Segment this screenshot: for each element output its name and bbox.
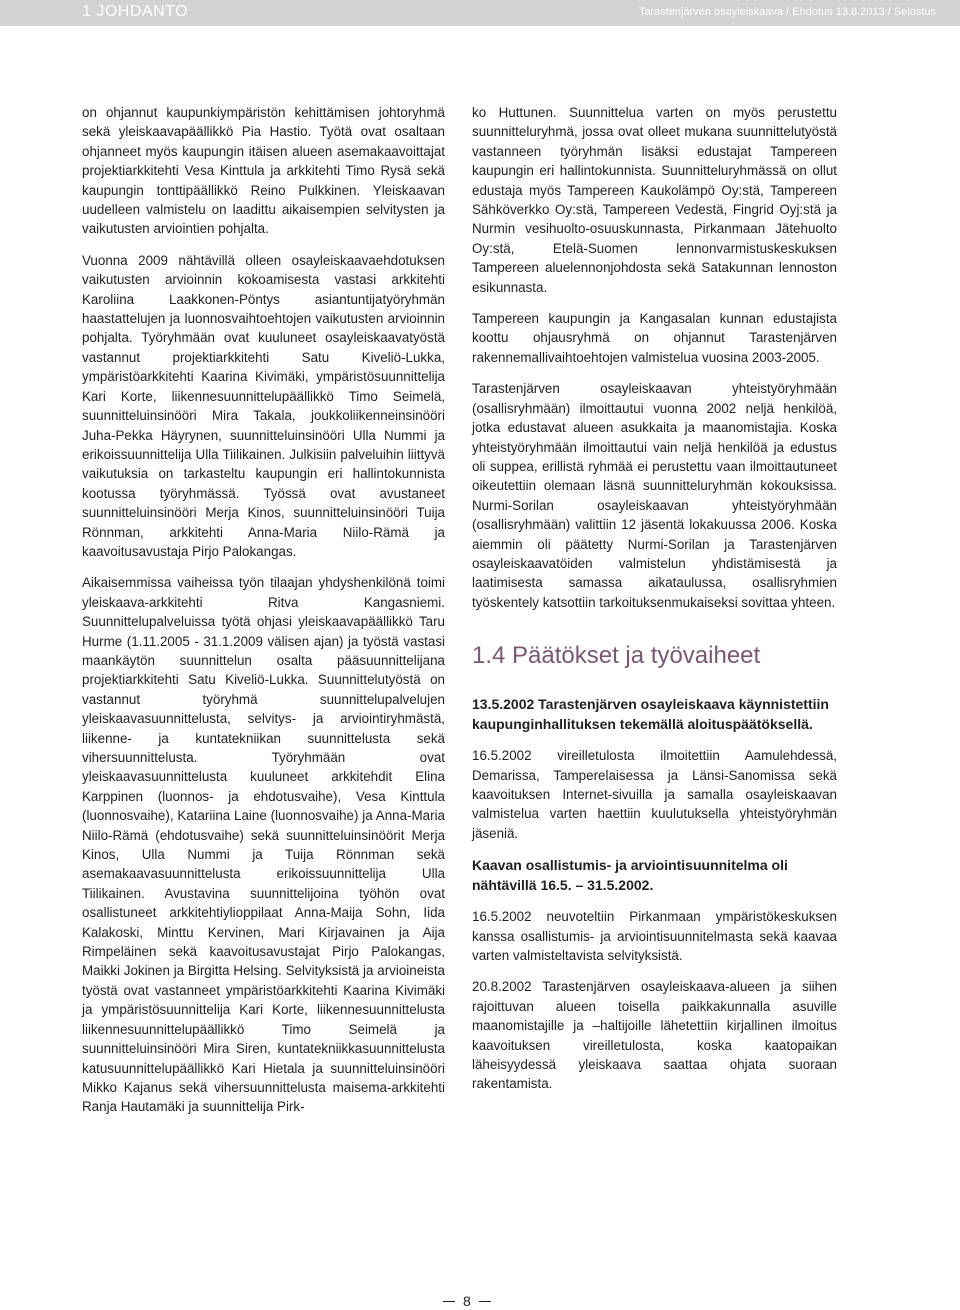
left-column xyxy=(82,103,445,1129)
chapter-label: 1 JOHDANTO xyxy=(82,3,189,20)
page-footer xyxy=(443,1293,491,1309)
right-column xyxy=(472,103,837,1106)
paragraph: Aikaisemmissa vaiheissa työn tilaajan yhdyshenkilönä toimi yleiskaava-arkkitehti Ritva Kangasniemi. Suunnittelupalveluissa työtä ohjasi yleiskaavapäällikkö Taru Hurme (1.11.2005 - 31.1.2009 välisen ajan) ja työstä vastasi maankäytön suunnittelun osalta pääsuunnittelijana projektiarkkitehti Satu Kiveliö-Lukka. Suunnittelutyöstä on vastannut työryhmä suunnittelupalvelujen yleiskaavasuunnittelusta, selvitys- ja arviointiryhmästä, liikenne- ja kuntatekniikan suunnittelusta sekä vihersuunnittelusta. Työryhmään ovat yleiskaavasuunnittelusta kuuluneet arkkitehdit Elina Karppinen (luonnos- ja ehdotusvaihe), Vesa Kinttula (luonnosvaihe), Katariina Laine (luonnosvaihe) ja Anna-Maria Niilo-Rämä (ehdotusvaihe) sekä suunnitteluinsinöörit Merja Kinos, Ulla Nummi ja Tuija Rönnman sekä asemakaavasuunnittelusta erikoissuunnittelija Ulla Tiilikainen. Avustavina suunnittelijoina työhön ovat osallistuneet arkkitehtiylioppilaat Anna-Maija Sohn, Iida Kalakoski, Minttu Kervinen, Mari Kirjavainen ja Aija Rimpeläinen sekä kaavoitusavustajat Pirjo Palokangas, Maikki Jokinen ja Birgitta Helsing. Selvityksistä ja arvioineista työstä ovat vastanneet ympäristöarkkitehti Kaarina Kivimäki ja ympäristösuunnittelija Kari Korte, liikennesuunnittelusta liikennesuunnittelupäällikkö Timo Seimelä ja suunnitteluinsinööri Mira Siren, kuntatekniikkasuunnittelusta katusuunnittelupäällikkö Kari Hietala ja suunnitteluinsinööri Mikko Kajanus sekä vihersuunnittelusta maisema-arkkitehti Ranja Hautamäki ja suunnittelija Pirk- xyxy=(82,575,445,1115)
paragraph: Vuonna 2009 nähtävillä olleen osayleiskaavaehdotuksen vaikutusten arvioinnin kokoamisesta vastasi arkkitehti Karoliina Laakkonen-Pöntys asiantuntijatyöryhmän haastattelujen ja luonnosvaihtoehtojen vaikutusten arvioinnin pohjalta. Työryhmään ovat kuuluneet osayleiskaavatyöstä vastannut projektiarkkitehti Satu Kiveliö-Lukka, ympäristöarkkitehti Kaarina Kivimäki, ympäristösuunnittelija Kari Korte, liikennesuunnittelupäällikkö Timo Seimelä, suunnitteluinsinööri Mira Takala, joukkoliikenneinsinööri Juha-Pekka Häyrynen, suunnitteluinsinööri Ulla Nummi ja erikoissuunnittelija Ulla Tiilikainen. Julkisiin palveluihin liittyvä vaikutuksia on tarkasteltu kaupungin eri hallintokunnista kootussa työryhmässä. Työssä ovat avustaneet suunnitteluinsinööri Merja Kinos, suunnitteluinsinööri Tuija Rönnman, arkkitehti Anna-Maria Niilo-Rämä ja kaavoitusavustaja Pirjo Palokangas. xyxy=(82,252,445,559)
subheading: Kaavan osallistumis- ja arviointisuunnitelma oli nähtävillä 16.5. – 31.5.2002. xyxy=(472,857,788,894)
footer-rule-right xyxy=(479,1301,491,1302)
footer-rule-left xyxy=(443,1301,455,1302)
paragraph: ko Huttunen. Suunnittelua varten on myös perustettu suunnitteluryhmä, jossa ovat olleet mukana suunnittelutyöstä vastanneen työryhmän lisäksi edustajat Tampereen kaupungin eri hallintokunnista. Suunnitteluryhmässä on ollut edustaja myös Tampereen Kaukolämpö Oy:stä, Tampereen Sähköverkko Oy:stä, Tampereen Vedestä, Fingrid Oyj:stä ja Nurmin vesihuolto-osuuskunnasta, Pirkanmaan Jätehuolto Oy:stä, Etelä-Suomen lennonvarmistuskeskuksen Tampereen aluelennonjohdosta sekä Satakunnan lennoston esikunnasta. xyxy=(472,105,837,295)
header-bar xyxy=(0,0,960,26)
section-heading: 1.4 Päätökset ja työvaiheet xyxy=(472,642,761,670)
paragraph: Tarastenjärven osayleiskaavan yhteistyöryhmään (osallisryhmään) ilmoittautui vuonna 2002 neljä henkilöä, jotka edustavat alueen asukkaita ja maanomistajia. Koska yhteistyöryhmään ilmoittautui vain neljä henkilöä ja edustus oli suppea, erillistä ryhmää ei perustettu vaan ilmoittautuneet oikeutettiin olemaan läsnä suunnitteluryhmän kokouksissa. Nurmi-Sorilan osayleiskaavan yhteistyöryhmään (osallisryhmään) valittiin 12 jäsentä lokakuussa 2006. Koska aiemmin oli päätetty Nurmi-Sorilan ja Tarastenjärven osayleiskaavatöiden valmistelun yhdistämisestä ja laatimisesta samassa aikataulussa, osallisryhmien työskentely katsottiin tarkoituksenmukaiseksi sovittaa yhteen. xyxy=(472,381,837,610)
paragraph: on ohjannut kaupunkiympäristön kehittämisen johtoryhmä sekä yleiskaavapäällikkö Pia Hastio. Työtä ovat osaltaan ohjanneet myös kaupungin itäisen alueen asemakaavoittajat projektiarkkitehti Vesa Kinttula ja arkkitehti Timo Rysä sekä kaupungin tonttipäällikkö Reino Pulkkinen. Yleiskaavan uudelleen valmistelu on laadittu aikaisempien selvitysten ja vaikutusten arviointien pohjalta. xyxy=(82,105,445,237)
paragraph: Tampereen kaupungin ja Kangasalan kunnan edustajista koottu ohjausryhmä on ohjannut Tarastenjärven rakennemallivaihtoehtojen valmistelua vuosina 2003-2005. xyxy=(472,311,837,365)
paragraph: 20.8.2002 Tarastenjärven osayleiskaava-alueen ja siihen rajoittuvan alueen toisella paikkakunnalla asuville maanomistajille ja –haltijoille lähetettiin kirjallinen ilmoitus kaavoituksen vireilletulosta, koska kaatopaikan läheisyydessä yleiskaava saattaa ohjata suoraan rakentamista. xyxy=(472,979,837,1092)
document-title: Tarastenjärven osayleiskaava / Ehdotus 13.8.2013 / Selostus xyxy=(638,6,936,18)
subheading: 13.5.2002 Tarastenjärven osayleiskaava käynnistettiin kaupunginhallituksen tekemällä aloituspäätöksellä. xyxy=(472,696,829,733)
page-number: 8 xyxy=(463,1293,471,1309)
paragraph: 16.5.2002 neuvoteltiin Pirkanmaan ympäristökeskuksen kanssa osallistumis- ja arviointisuunnitelmasta sekä kaavaa varten valmisteltavista selvityksistä. xyxy=(472,909,837,963)
paragraph: 16.5.2002 vireilletulosta ilmoitettiin Aamulehdessä, Demarissa, Tamperelaisessa ja Länsi-Sanomissa sekä kaavoituksen Internet-sivuilla ja samalla osayleiskaavan valmistelua varten haettiin kuulutuksella yhteistyöryhmän jäseniä. xyxy=(472,748,837,841)
